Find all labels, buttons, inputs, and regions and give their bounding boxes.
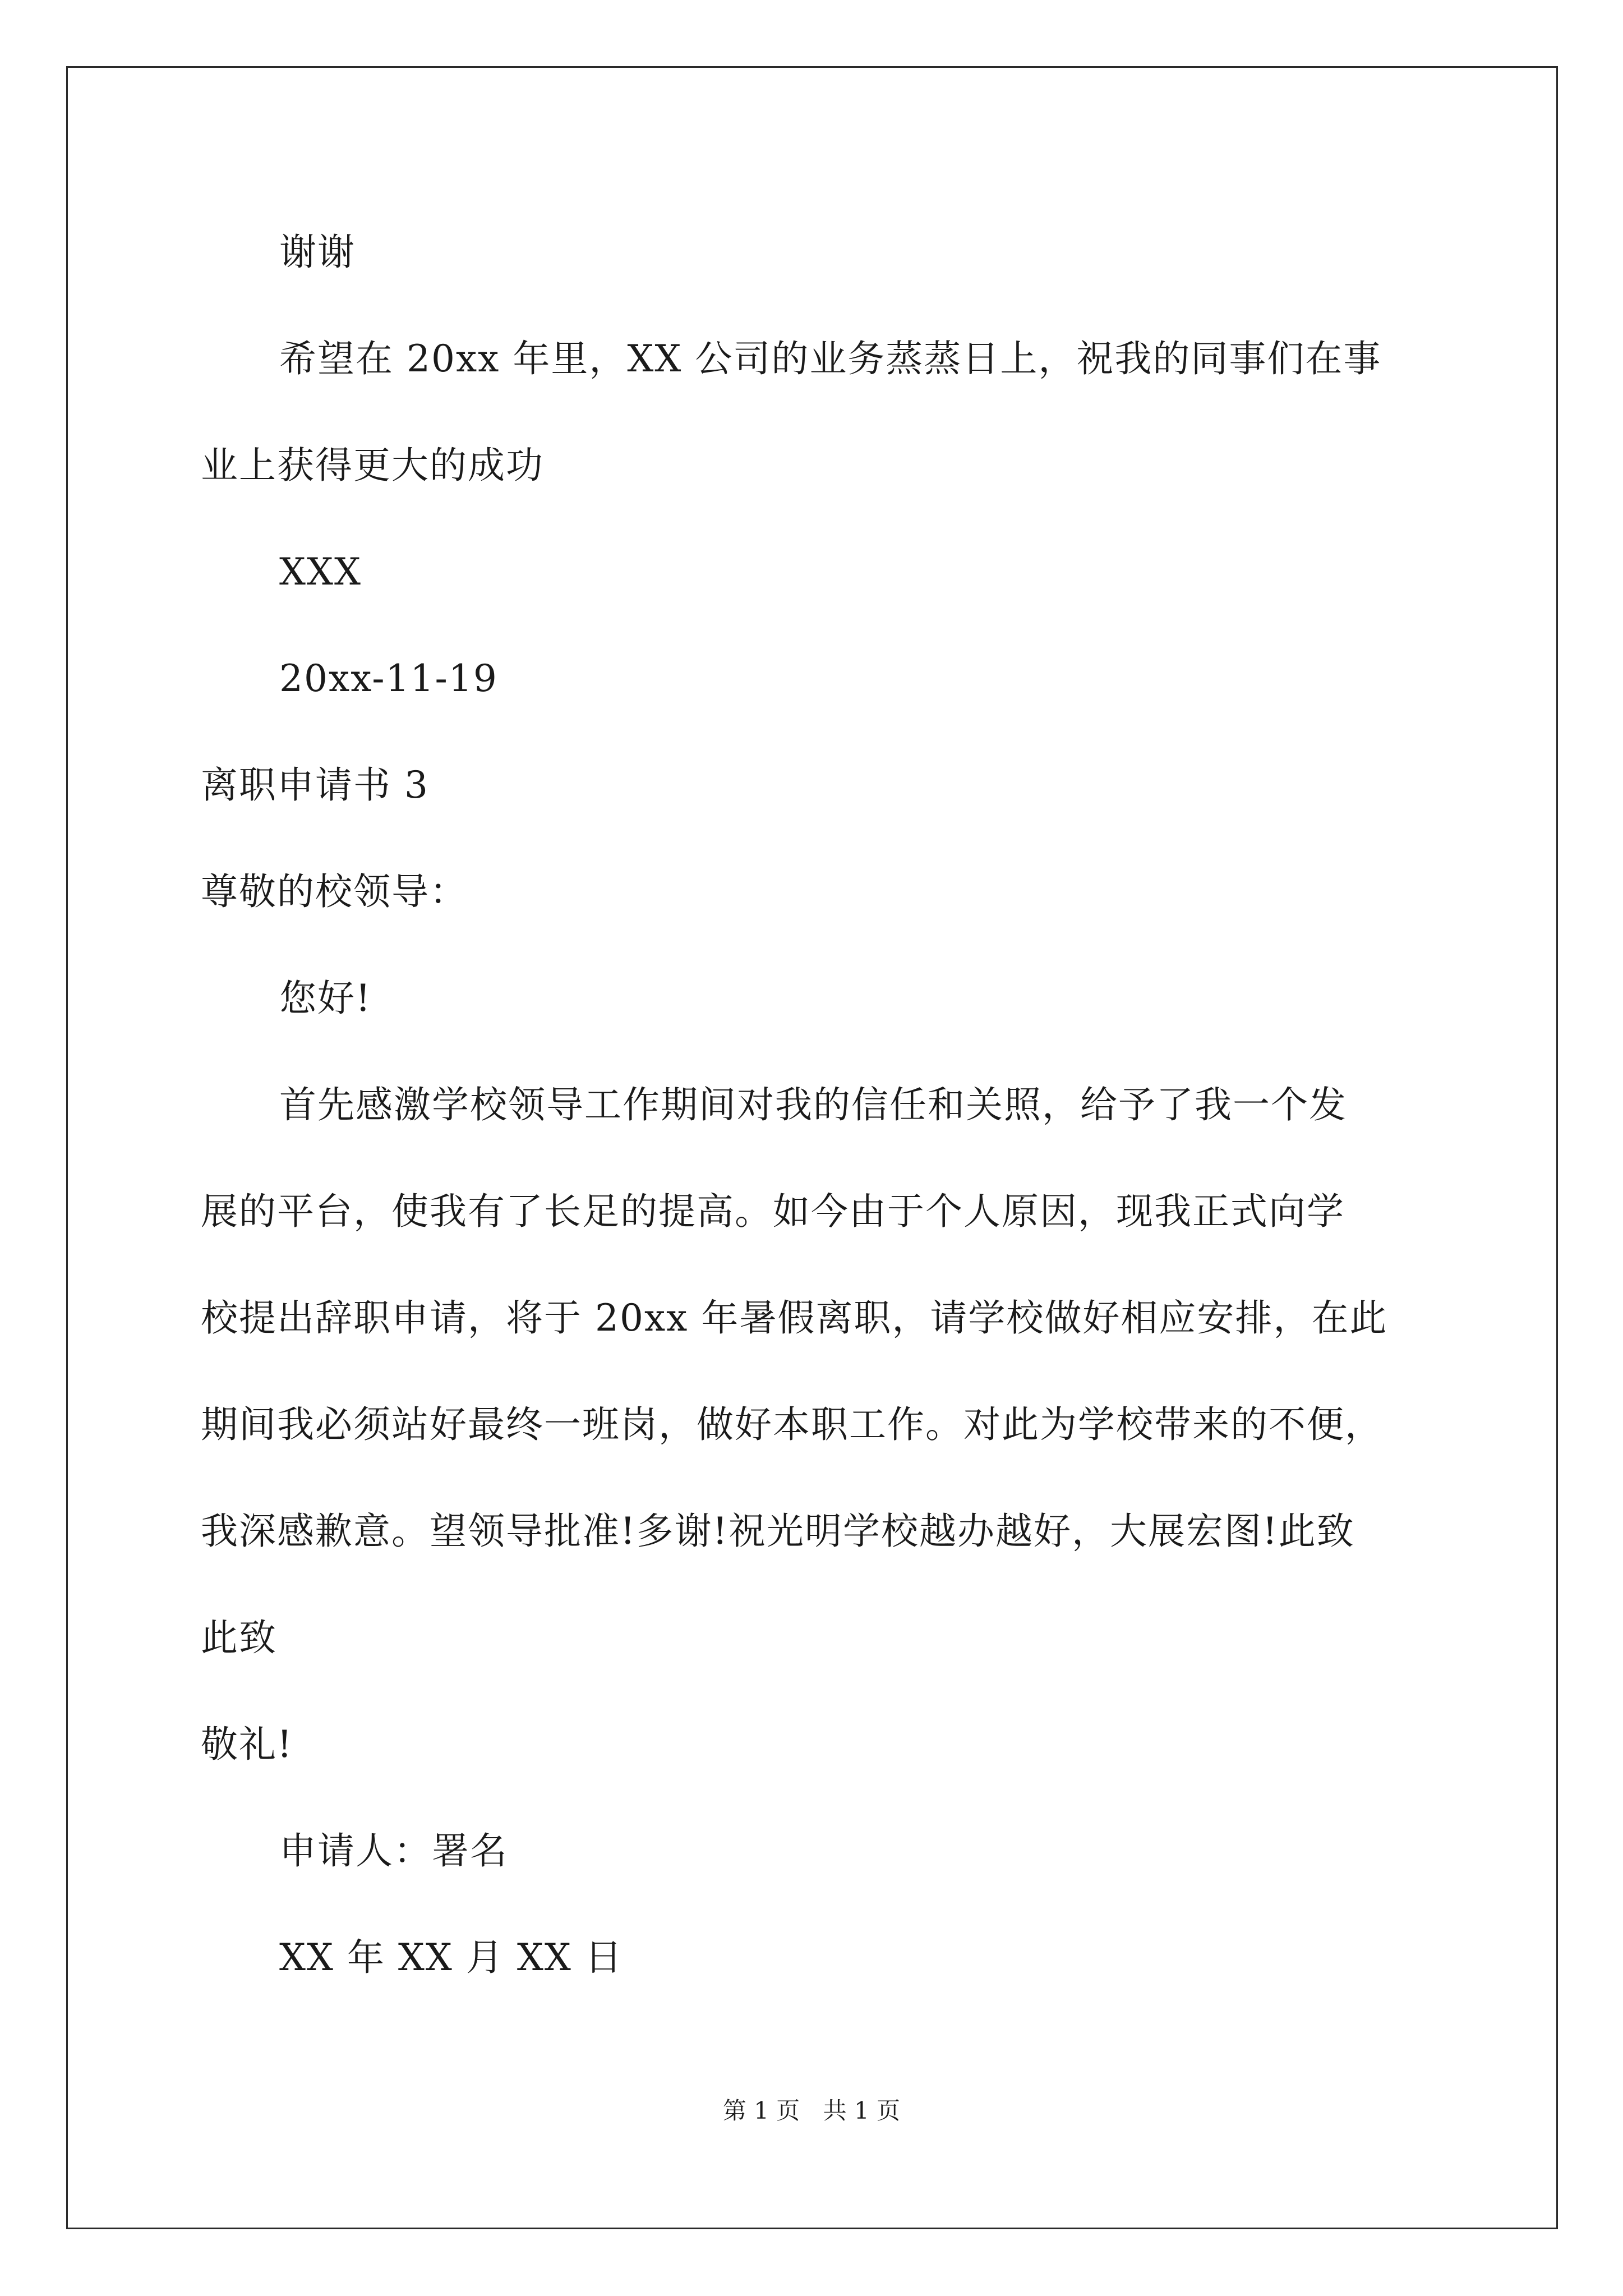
text-line-salutation: 尊敬的校领导： bbox=[201, 870, 468, 913]
text-line-applicant: 申请人：署名 bbox=[279, 1829, 508, 1872]
page-border bbox=[66, 66, 1558, 2229]
page-footer bbox=[0, 2097, 1623, 2125]
text-line-closing-2: 敬礼! bbox=[201, 1723, 293, 1766]
text-line-thanks: 谢谢 bbox=[279, 231, 356, 274]
text-line-wish-2: 业上获得更大的成功 bbox=[201, 444, 544, 487]
text-line-body-4: 期间我必须站好最终一班岗，做好本职工作。对此为学校带来的不便， bbox=[201, 1403, 1383, 1446]
section-title: 离职申请书 3 bbox=[201, 763, 429, 807]
page-total: 共 1 页 bbox=[823, 2097, 901, 2124]
text-line-signature: XXX bbox=[279, 550, 362, 593]
text-line-date: 20xx-11-19 bbox=[279, 657, 498, 700]
text-line-wish-1: 希望在 20xx 年里，XX 公司的业务蒸蒸日上，祝我的同事们在事 bbox=[279, 337, 1382, 380]
text-line-closing-1: 此致 bbox=[201, 1616, 277, 1659]
text-line-body-1: 首先感激学校领导工作期间对我的信任和关照，给予了我一个发 bbox=[279, 1083, 1347, 1126]
text-line-greeting: 您好! bbox=[279, 977, 372, 1020]
text-line-body-2: 展的平台，使我有了长足的提高。如今由于个人原因，现我正式向学 bbox=[201, 1190, 1345, 1233]
text-line-body-5: 我深感歉意。望领导批准!多谢!祝光明学校越办越好，大展宏图!此致 bbox=[201, 1510, 1355, 1553]
text-line-body-3: 校提出辞职申请，将于 20xx 年暑假离职，请学校做好相应安排，在此 bbox=[201, 1296, 1388, 1340]
text-line-sign-date: XX 年 XX 月 XX 日 bbox=[279, 1936, 623, 1979]
page-number: 第 1 页 bbox=[722, 2097, 800, 2124]
